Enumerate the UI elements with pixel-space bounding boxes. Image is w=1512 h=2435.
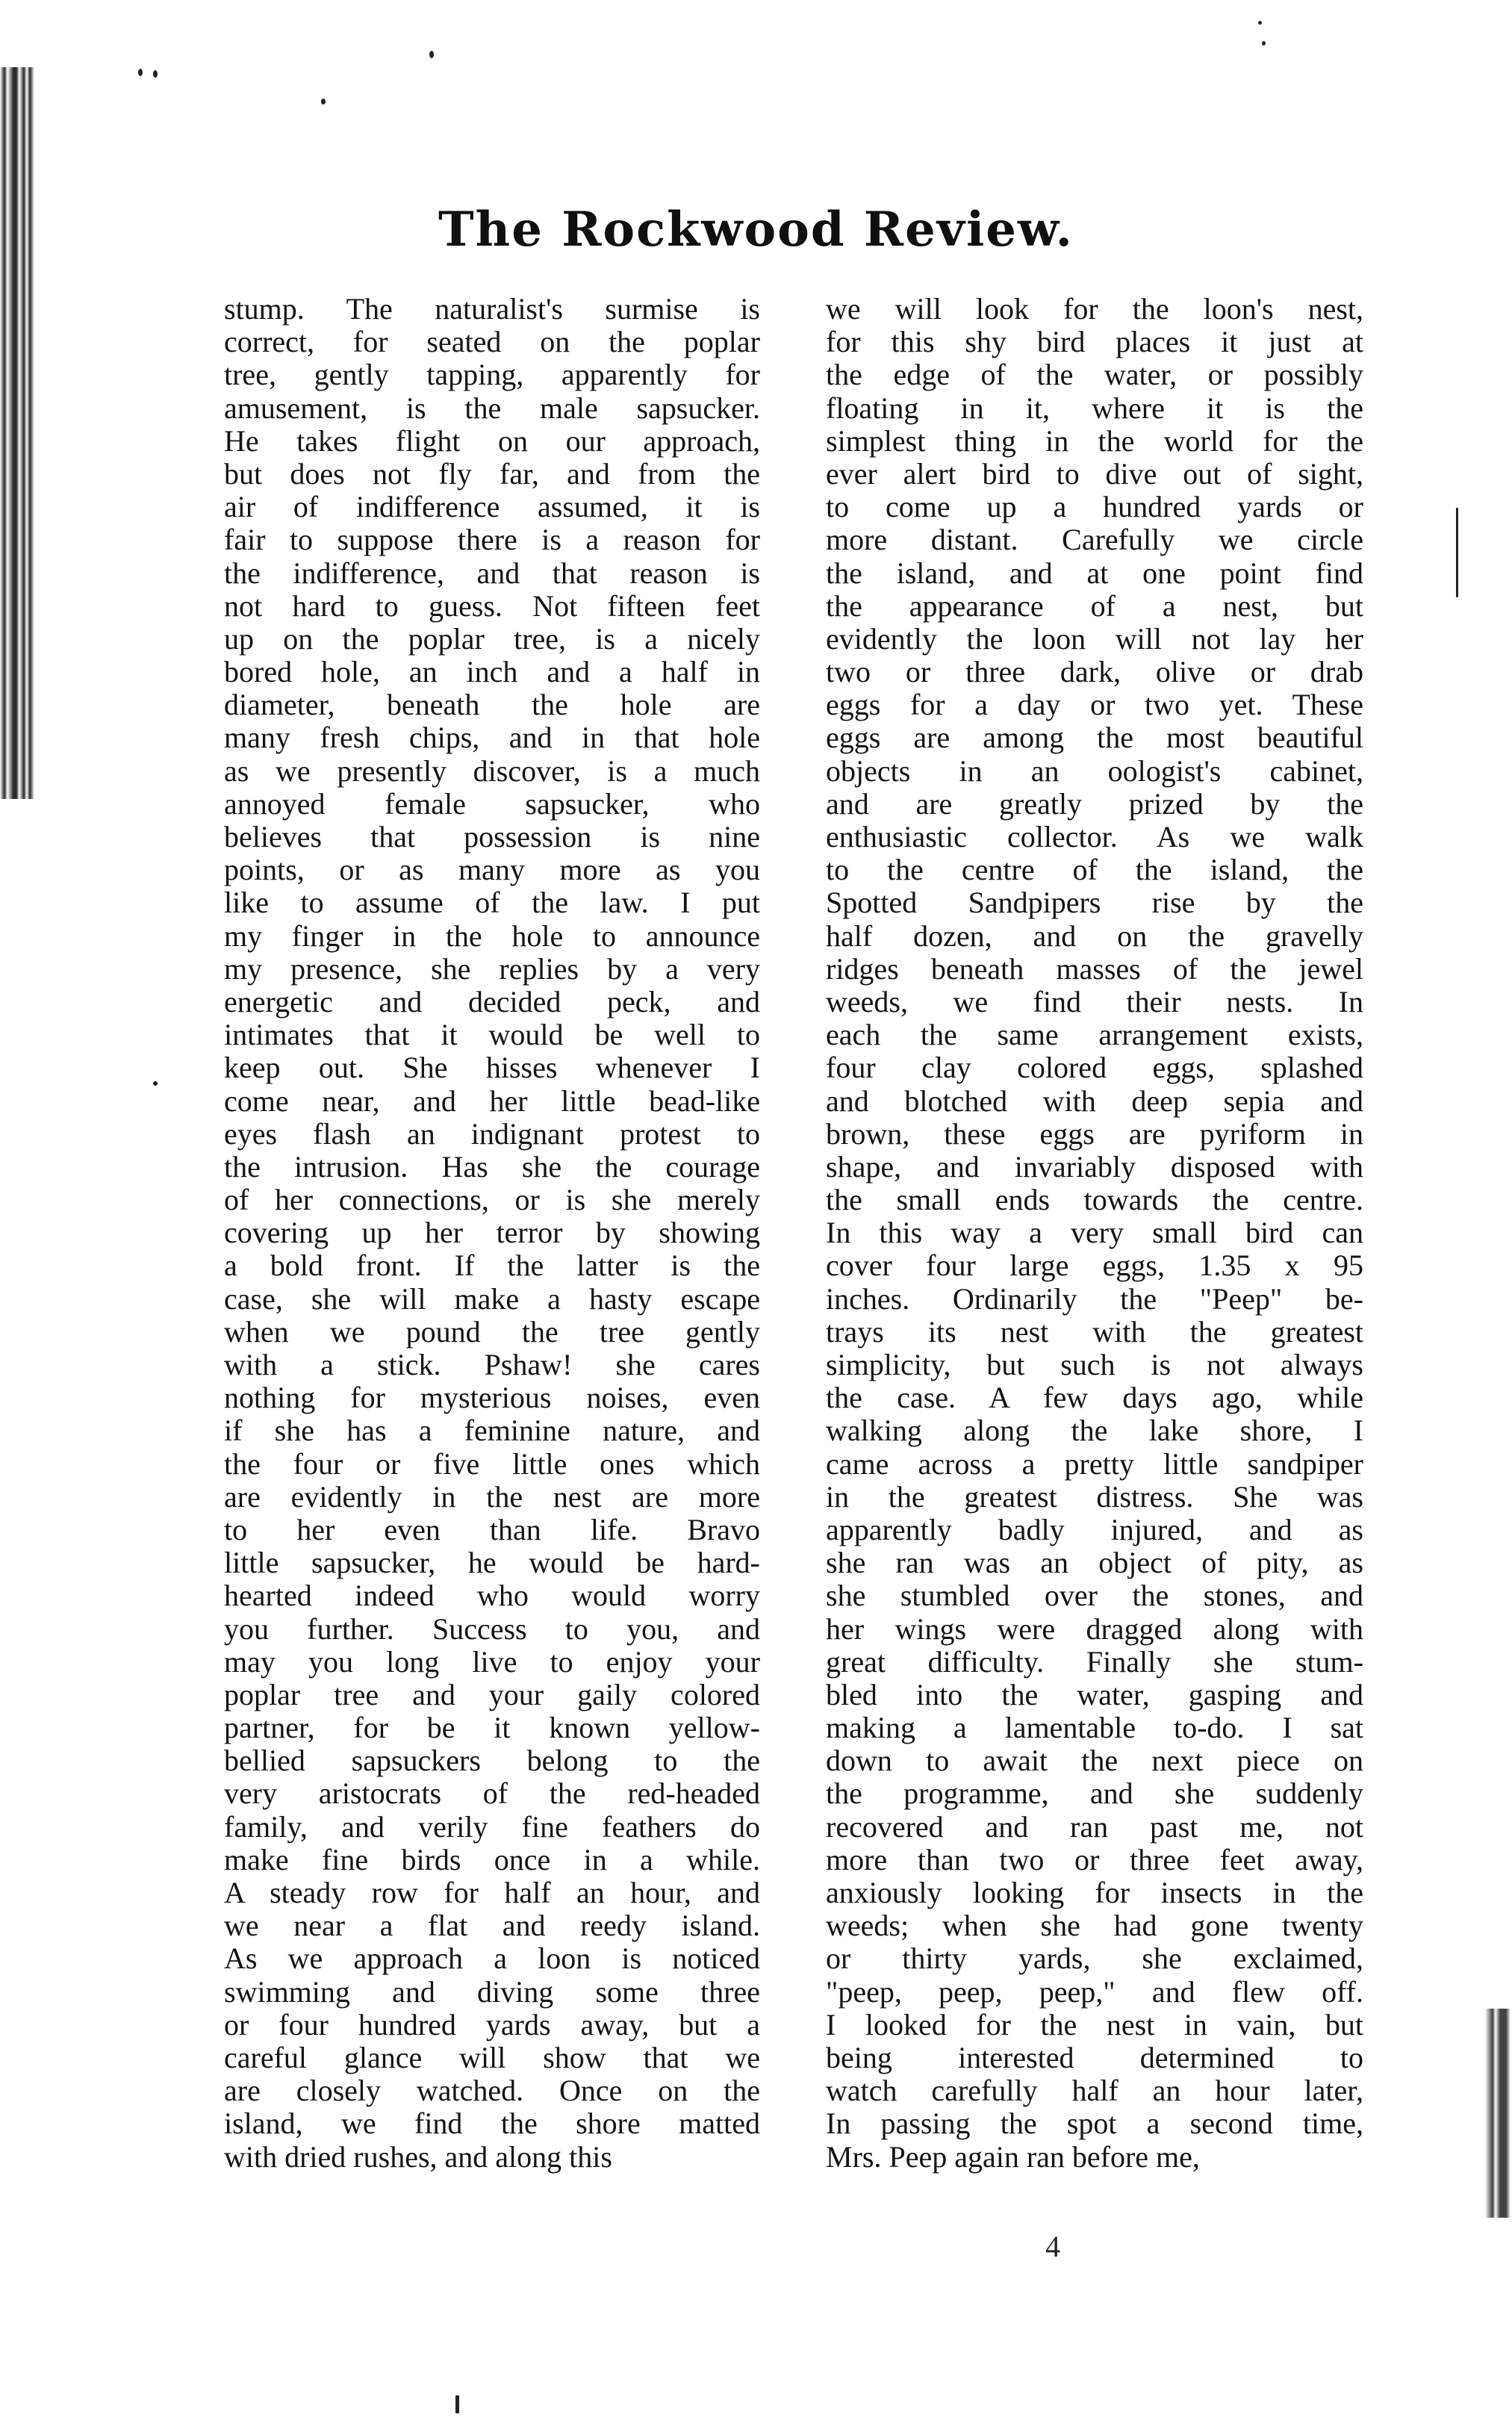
text-line: but does not fly far, and from the	[224, 456, 760, 491]
text-line: weeds, we find their nests. In	[826, 984, 1363, 1019]
text-line: recovered and ran past me, not	[826, 1809, 1363, 1844]
text-line: up on the poplar tree, is a nicely	[224, 621, 760, 656]
text-line: more distant. Carefully we circle	[826, 523, 1363, 557]
text-line: swimming and diving some three	[224, 1974, 760, 2009]
text-line: eggs for a day or two yet. These	[826, 688, 1363, 722]
text-line: careful glance will show that we	[224, 2040, 760, 2074]
text-line: inches. Ordinarily the "Peep" be-	[826, 1281, 1363, 1316]
text-line: make fine birds once in a while.	[224, 1842, 760, 1876]
text-line: to come up a hundred yards or	[826, 490, 1363, 524]
text-line: of her connections, or is she merely	[224, 1183, 760, 1217]
text-line: partner, for be it known yellow-	[224, 1711, 760, 1745]
text-line: believes that possession is nine	[224, 820, 760, 853]
text-line: simplest thing in the world for the	[826, 423, 1363, 458]
text-line: evidently the loon will not lay her	[826, 621, 1363, 656]
text-line: not hard to guess. Not fifteen feet	[224, 588, 760, 623]
text-line: a bold front. If the latter is the	[224, 1248, 760, 1283]
text-line: little sapsucker, he would be hard-	[224, 1546, 760, 1580]
text-line: eyes flash an indignant protest to	[224, 1116, 760, 1151]
text-line: As we approach a loon is noticed	[224, 1941, 760, 1976]
text-line: "peep, peep, peep," and flew off.	[826, 1974, 1363, 2009]
text-line: nothing for mysterious noises, even	[224, 1381, 760, 1415]
text-line: hearted indeed who would worry	[224, 1579, 760, 1613]
text-line: the island, and at one point find	[826, 556, 1363, 590]
text-line: the appearance of a nest, but	[826, 588, 1363, 623]
text-line: and blotched with deep sepia and	[826, 1083, 1363, 1118]
text-line: cover four large eggs, 1.35 x 95	[826, 1248, 1363, 1283]
text-line: stump. The naturalist's surmise is	[224, 292, 760, 326]
text-line: in the greatest distress. She was	[826, 1479, 1363, 1514]
text-line: weeds; when she had gone twenty	[826, 1909, 1363, 1943]
text-line: bled into the water, gasping and	[826, 1677, 1363, 1711]
text-line: being interested determined to	[826, 2040, 1363, 2074]
text-column-left	[224, 293, 760, 2174]
text-line: correct, for seated on the poplar	[224, 325, 760, 359]
page-header-title: The Rockwood Review.	[438, 202, 1074, 258]
text-line: down to await the next piece on	[826, 1744, 1363, 1778]
text-line: walking along the lake shore, I	[826, 1414, 1363, 1448]
scan-speck	[1262, 41, 1266, 46]
text-line: as we presently discover, is a much	[224, 753, 760, 788]
text-line: if she has a feminine nature, and	[224, 1414, 760, 1448]
text-line: poplar tree and your gaily colored	[224, 1677, 760, 1711]
text-line: annoyed female sapsucker, who	[224, 786, 760, 821]
text-line: diameter, beneath the hole are	[224, 688, 760, 722]
text-line: Mrs. Peep again ran before me,	[826, 2139, 1200, 2174]
text-column-right	[826, 293, 1363, 2174]
scan-speck	[455, 2395, 459, 2413]
text-line: to the centre of the island, the	[826, 853, 1363, 887]
text-line: tree, gently tapping, apparently for	[224, 358, 760, 392]
text-line: enthusiastic collector. As we walk	[826, 820, 1363, 853]
text-line: covering up her terror by showing	[224, 1216, 760, 1250]
text-line: brown, these eggs are pyriform in	[826, 1116, 1363, 1151]
text-line: four clay colored eggs, splashed	[826, 1051, 1363, 1085]
text-line: family, and verily fine feathers do	[224, 1809, 760, 1844]
text-line: are closely watched. Once on the	[224, 2074, 760, 2108]
text-line: her wings were dragged along with	[826, 1611, 1363, 1646]
scan-speck	[321, 99, 326, 105]
text-line: my presence, she replies by a very	[224, 951, 760, 986]
binding-edge-left	[0, 67, 36, 799]
text-line: when we pound the tree gently	[224, 1314, 760, 1349]
text-line: came across a pretty little sandpiper	[826, 1446, 1363, 1481]
text-line: half dozen, and on the gravelly	[826, 918, 1363, 953]
page-number: 4	[1045, 2230, 1060, 2263]
text-line: or thirty yards, she exclaimed,	[826, 1941, 1363, 1976]
text-line: case, she will make a hasty escape	[224, 1281, 760, 1316]
text-line: Spotted Sandpipers rise by the	[826, 886, 1363, 920]
text-line: intimates that it would be well to	[224, 1018, 760, 1052]
text-line: we near a flat and reedy island.	[224, 1909, 760, 1943]
text-line: very aristocrats of the red-headed	[224, 1776, 760, 1811]
text-line: may you long live to enjoy your	[224, 1644, 760, 1679]
text-line: apparently badly injured, and as	[826, 1512, 1363, 1546]
text-line: the edge of the water, or possibly	[826, 358, 1363, 392]
scan-speck	[429, 51, 434, 58]
text-line: you further. Success to you, and	[224, 1611, 760, 1646]
text-line: with dried rushes, and along this	[224, 2139, 612, 2174]
text-line: the programme, and she suddenly	[826, 1776, 1363, 1811]
text-line: more than two or three feet away,	[826, 1842, 1363, 1876]
text-line: points, or as many more as you	[224, 853, 760, 887]
text-line: for this shy bird places it just at	[826, 325, 1363, 359]
scan-speck	[138, 69, 143, 76]
text-line: fair to suppose there is a reason for	[224, 523, 760, 557]
text-line: amusement, is the male sapsucker.	[224, 391, 760, 425]
text-line: energetic and decided peck, and	[224, 984, 760, 1019]
text-line: to her even than life. Bravo	[224, 1512, 760, 1546]
text-line: floating in it, where it is the	[826, 391, 1363, 425]
text-line: simplicity, but such is not always	[826, 1348, 1363, 1381]
text-line: trays its nest with the greatest	[826, 1314, 1363, 1349]
text-line: keep out. She hisses whenever I	[224, 1051, 760, 1085]
text-line: each the same arrangement exists,	[826, 1018, 1363, 1052]
text-line: and are greatly prized by the	[826, 786, 1363, 821]
text-line: eggs are among the most beautiful	[826, 721, 1363, 755]
scan-speck	[153, 70, 158, 78]
text-line: the indifference, and that reason is	[224, 556, 760, 590]
text-line: come near, and her little bead-like	[224, 1083, 760, 1118]
text-line: the four or five little ones which	[224, 1446, 760, 1481]
text-line: we will look for the loon's nest,	[826, 292, 1363, 326]
text-line: many fresh chips, and in that hole	[224, 721, 760, 755]
binding-edge-right	[1485, 2009, 1512, 2218]
text-line: objects in an oologist's cabinet,	[826, 753, 1363, 788]
text-line: like to assume of the law. I put	[224, 886, 760, 920]
text-line: bored hole, an inch and a half in	[224, 655, 760, 689]
text-line: she stumbled over the stones, and	[826, 1579, 1363, 1613]
text-line: making a lamentable to-do. I sat	[826, 1711, 1363, 1745]
text-line: island, we find the shore matted	[224, 2106, 760, 2141]
text-line: two or three dark, olive or drab	[826, 655, 1363, 689]
text-line: ever alert bird to dive out of sight,	[826, 456, 1363, 491]
text-line: the case. A few days ago, while	[826, 1381, 1363, 1415]
text-line: the intrusion. Has she the courage	[224, 1149, 760, 1184]
text-line: are evidently in the nest are more	[224, 1479, 760, 1514]
text-line: or four hundred yards away, but a	[224, 2007, 760, 2041]
text-line: with a stick. Pshaw! she cares	[224, 1348, 760, 1381]
text-line: anxiously looking for insects in the	[826, 1876, 1363, 1909]
text-line: air of indifference assumed, it is	[224, 490, 760, 524]
text-line: she ran was an object of pity, as	[826, 1546, 1363, 1580]
text-line: the small ends towards the centre.	[826, 1183, 1363, 1217]
text-line: A steady row for half an hour, and	[224, 1876, 760, 1909]
text-line: shape, and invariably disposed with	[826, 1149, 1363, 1184]
text-line: watch carefully half an hour later,	[826, 2074, 1363, 2108]
scan-speck	[1456, 508, 1458, 597]
text-line: ridges beneath masses of the jewel	[826, 951, 1363, 986]
text-line: bellied sapsuckers belong to the	[224, 1744, 760, 1778]
scan-speck	[153, 1081, 158, 1086]
text-line: In this way a very small bird can	[826, 1216, 1363, 1250]
text-line: He takes flight on our approach,	[224, 423, 760, 458]
text-line: I looked for the nest in vain, but	[826, 2007, 1363, 2041]
text-line: my finger in the hole to announce	[224, 918, 760, 953]
text-line: In passing the spot a second time,	[826, 2106, 1363, 2141]
scan-speck	[1258, 21, 1262, 25]
text-line: great difficulty. Finally she stum-	[826, 1644, 1363, 1679]
